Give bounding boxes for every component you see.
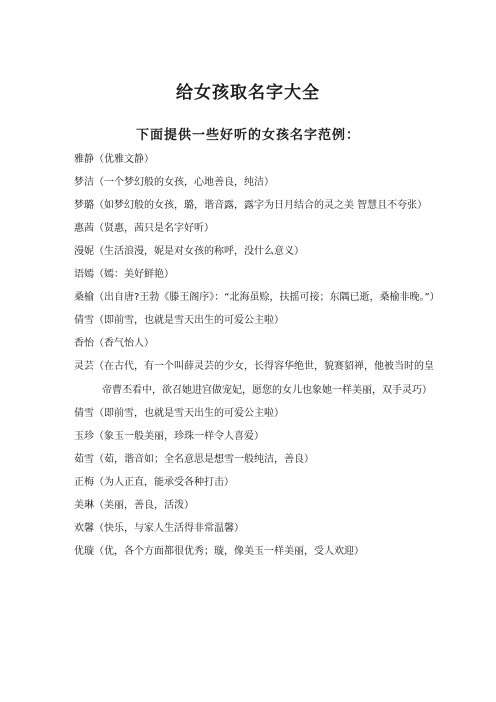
list-item: 惠茜（贤惠，茜只是名字好听） — [74, 223, 214, 234]
document-title: 给女孩取名字大全 — [176, 83, 320, 103]
list-item: 灵芸（在古代，有一个叫薛灵芸的少女，长得容华绝世，貌赛貂禅，他被当时的皇帝曹丕看中，欲召她进宫做宠妃，愿您的女儿也象她一样美丽，双手灵巧） — [74, 361, 434, 396]
list-item: 梦洁（一个梦幻般的女孩，心地善良，纯洁） — [74, 177, 274, 188]
list-item: 欢馨（快乐，与家人生活得非常温馨） — [74, 523, 244, 534]
list-item: 语嫣（嫣：美好鲜艳） — [74, 269, 174, 280]
list-item: 优璇（优，各个方面都很优秀；璇，像美玉一样美丽，受人欢迎） — [74, 546, 364, 557]
list-item: 美琳（美丽，善良，活泼） — [74, 500, 194, 511]
list-item: 茹雪（茹，谐音如；全名意思是想雪一般纯洁，善良） — [74, 454, 314, 465]
list-item: 倩雪（即前雪，也就是雪天出生的可爱公主啦） — [74, 315, 284, 326]
list-item: 漫妮（生活浪漫，妮是对女孩的称呼，没什么意义） — [74, 246, 304, 257]
list-item: 梦璐（如梦幻般的女孩，璐，谐音露，露字为日月结合的灵之美 智慧且不夸张） — [74, 200, 428, 211]
list-item: 香怡（香气怡人） — [74, 338, 154, 349]
list-item: 玉珍（象玉一般美丽，珍珠一样令人喜爱） — [74, 431, 264, 442]
list-item: 雅静（优雅文静） — [74, 154, 154, 165]
name-list — [74, 148, 440, 563]
document-subtitle: 下面提供一些好听的女孩名字范例： — [135, 128, 360, 143]
list-item: 正梅（为人正直，能承受各种打击） — [74, 477, 234, 488]
list-item: 倩雪（即前雪，也就是雪天出生的可爱公主啦） — [74, 408, 284, 419]
list-item: 桑榆（出自唐?王勃《滕王阁序》：“北海虽赊，扶摇可接；东隅已逝，桑榆非晚。”） — [74, 292, 440, 303]
